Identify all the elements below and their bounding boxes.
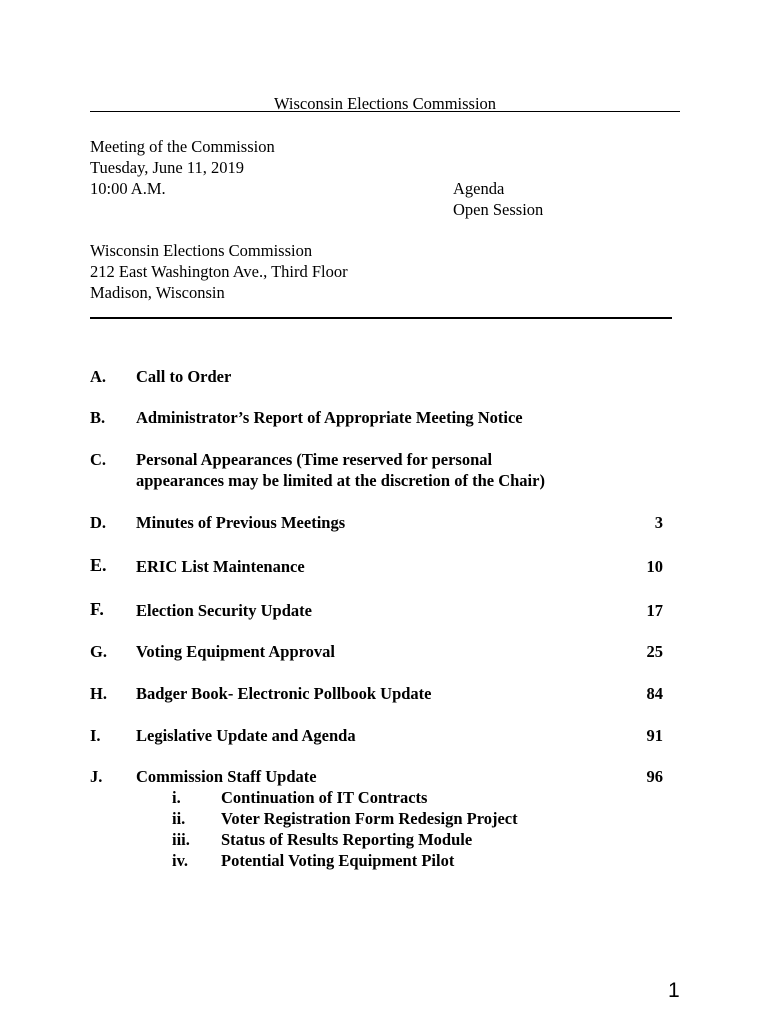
agenda-item-title: Voting Equipment Approval — [136, 642, 335, 661]
document-title: Wisconsin Elections Commission — [273, 94, 497, 113]
sub-item-number: iv. — [172, 851, 189, 870]
agenda-letter: C. — [90, 450, 107, 469]
agenda-item-title: Administrator’s Report of Appropriate Meeting Notice — [136, 408, 523, 427]
agenda-letter: A. — [90, 367, 107, 386]
agenda-letter: G. — [90, 642, 107, 661]
agenda-item-title: Personal Appearances (Time reserved for personal — [136, 450, 493, 469]
meeting-date: Tuesday, June 11, 2019 — [90, 158, 245, 177]
agenda-item-title: ERIC List Maintenance — [136, 557, 305, 576]
agenda-letter: I. — [90, 726, 101, 745]
session-label: Open Session — [453, 200, 544, 219]
header-divider — [90, 317, 672, 319]
sub-item-title: Voter Registration Form Redesign Project — [221, 809, 518, 828]
page-number: 1 — [668, 979, 680, 1002]
title-underline — [90, 111, 680, 112]
location-city: Madison, Wisconsin — [90, 283, 225, 302]
agenda-item-title: Badger Book- Electronic Pollbook Update — [136, 684, 432, 703]
agenda-item-title: Minutes of Previous Meetings — [136, 513, 346, 532]
agenda-letter: J. — [90, 767, 103, 786]
meeting-line: Meeting of the Commission — [90, 137, 275, 156]
agenda-item-title-continued: appearances may be limited at the discretion of the Chair) — [136, 471, 545, 490]
agenda-item-page: 25 — [646, 642, 663, 661]
agenda-item-title: Legislative Update and Agenda — [136, 726, 356, 745]
agenda-letter: F. — [90, 599, 104, 619]
sub-item-number: i. — [172, 788, 181, 807]
agenda-letter: E. — [90, 555, 107, 575]
agenda-item-page: 3 — [654, 513, 663, 532]
agenda-item-page: 96 — [646, 767, 663, 786]
agenda-letter: H. — [90, 684, 107, 703]
sub-item-number: ii. — [172, 809, 186, 828]
meeting-time: 10:00 A.M. — [90, 179, 166, 198]
sub-item-title: Status of Results Reporting Module — [221, 830, 473, 849]
sub-item-title: Continuation of IT Contracts — [221, 788, 428, 807]
agenda-item-page: 10 — [646, 557, 663, 576]
agenda-letter: B. — [90, 408, 106, 427]
agenda-item-page: 17 — [646, 601, 663, 620]
sub-item-title: Potential Voting Equipment Pilot — [221, 851, 455, 870]
location-address: 212 East Washington Ave., Third Floor — [90, 262, 348, 281]
agenda-item-title: Election Security Update — [136, 601, 312, 620]
sub-item-number: iii. — [172, 830, 190, 849]
agenda-item-page: 91 — [646, 726, 663, 745]
agenda-label: Agenda — [453, 179, 505, 198]
agenda-item-title: Call to Order — [136, 367, 232, 386]
agenda-item-title: Commission Staff Update — [136, 767, 317, 786]
agenda-letter: D. — [90, 513, 107, 532]
agenda-item-page: 84 — [646, 684, 663, 703]
location-name: Wisconsin Elections Commission — [90, 241, 313, 260]
